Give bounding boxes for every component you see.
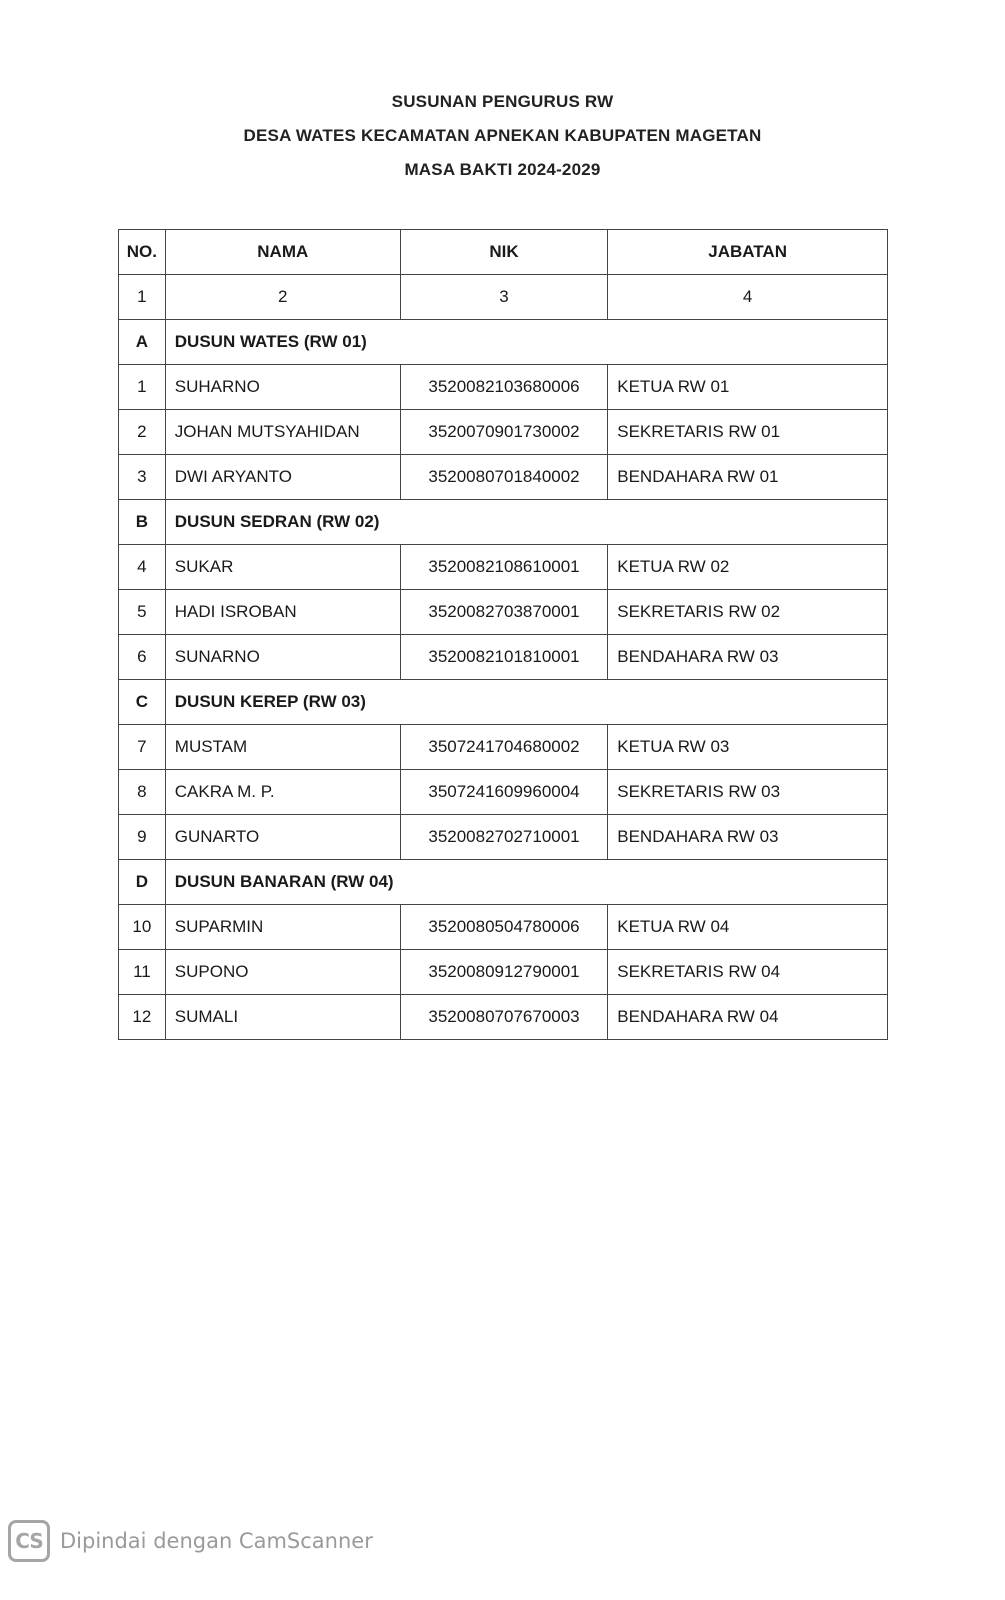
roster-table [118,229,888,1040]
cell-no: 8 [119,770,166,815]
index-no: 1 [119,275,166,320]
cell-jabatan: BENDAHARA RW 03 [608,635,888,680]
index-nik: 3 [400,275,608,320]
table-row [119,410,888,455]
header-nama: NAMA [165,230,400,275]
cell-nik: 3507241609960004 [400,770,608,815]
section-label: DUSUN SEDRAN (RW 02) [165,500,887,545]
cell-nama: SUPARMIN [165,905,400,950]
table-row [119,725,888,770]
cell-nik: 3520080912790001 [400,950,608,995]
cell-nik: 3520082703870001 [400,590,608,635]
cell-jabatan: SEKRETARIS RW 01 [608,410,888,455]
cell-no: 6 [119,635,166,680]
cell-nama: DWI ARYANTO [165,455,400,500]
section-code: C [119,680,166,725]
cell-nik: 3520080707670003 [400,995,608,1040]
cell-nama: MUSTAM [165,725,400,770]
table-row [119,590,888,635]
index-nama: 2 [165,275,400,320]
camscanner-logo-icon: CS [8,1520,50,1562]
cell-nama: SUHARNO [165,365,400,410]
table-header-row [119,230,888,275]
table-row [119,905,888,950]
cell-no: 7 [119,725,166,770]
header-jabatan: JABATAN [608,230,888,275]
section-label: DUSUN KEREP (RW 03) [165,680,887,725]
header-nik: NIK [400,230,608,275]
cell-nama: CAKRA M. P. [165,770,400,815]
section-code: B [119,500,166,545]
cell-jabatan: BENDAHARA RW 01 [608,455,888,500]
cell-no: 3 [119,455,166,500]
table-row [119,545,888,590]
cell-no: 5 [119,590,166,635]
cell-no: 11 [119,950,166,995]
section-row [119,320,888,365]
section-code: A [119,320,166,365]
cell-nama: HADI ISROBAN [165,590,400,635]
cell-nama: SUPONO [165,950,400,995]
cell-no: 10 [119,905,166,950]
cell-nik: 3520082108610001 [400,545,608,590]
header-no: NO. [119,230,166,275]
cell-jabatan: KETUA RW 01 [608,365,888,410]
table-row [119,455,888,500]
cell-nik: 3520082702710001 [400,815,608,860]
watermark-text: Dipindai dengan CamScanner [60,1529,373,1553]
cell-jabatan: SEKRETARIS RW 03 [608,770,888,815]
cell-nama: GUNARTO [165,815,400,860]
cell-jabatan: KETUA RW 02 [608,545,888,590]
table-row [119,995,888,1040]
cell-nik: 3520080504780006 [400,905,608,950]
cell-no: 2 [119,410,166,455]
cell-nama: SUNARNO [165,635,400,680]
table-row [119,815,888,860]
section-row [119,860,888,905]
cell-no: 12 [119,995,166,1040]
index-jabatan: 4 [608,275,888,320]
table-row [119,365,888,410]
cell-jabatan: BENDAHARA RW 03 [608,815,888,860]
cell-nama: SUKAR [165,545,400,590]
document-header [0,88,1005,190]
cell-nama: SUMALI [165,995,400,1040]
cell-jabatan: SEKRETARIS RW 04 [608,950,888,995]
camscanner-watermark [8,1518,373,1564]
cell-nik: 3520070901730002 [400,410,608,455]
cell-jabatan: KETUA RW 04 [608,905,888,950]
section-label: DUSUN WATES (RW 01) [165,320,887,365]
title-line-2: DESA WATES KECAMATAN APNEKAN KABUPATEN MAGETAN [243,126,762,145]
cell-jabatan: BENDAHARA RW 04 [608,995,888,1040]
cell-no: 9 [119,815,166,860]
section-label: DUSUN BANARAN (RW 04) [165,860,887,905]
cell-nik: 3507241704680002 [400,725,608,770]
cell-no: 4 [119,545,166,590]
table-row [119,770,888,815]
section-row [119,680,888,725]
cell-nama: JOHAN MUTSYAHIDAN [165,410,400,455]
cell-no: 1 [119,365,166,410]
cell-jabatan: SEKRETARIS RW 02 [608,590,888,635]
cell-nik: 3520082103680006 [400,365,608,410]
section-row [119,500,888,545]
table-row [119,950,888,995]
table-row [119,635,888,680]
cell-nik: 3520082101810001 [400,635,608,680]
cell-nik: 3520080701840002 [400,455,608,500]
cell-jabatan: KETUA RW 03 [608,725,888,770]
title-line-1: SUSUNAN PENGURUS RW [391,92,614,111]
column-index-row [119,275,888,320]
section-code: D [119,860,166,905]
title-line-3: MASA BAKTI 2024-2029 [404,160,601,179]
